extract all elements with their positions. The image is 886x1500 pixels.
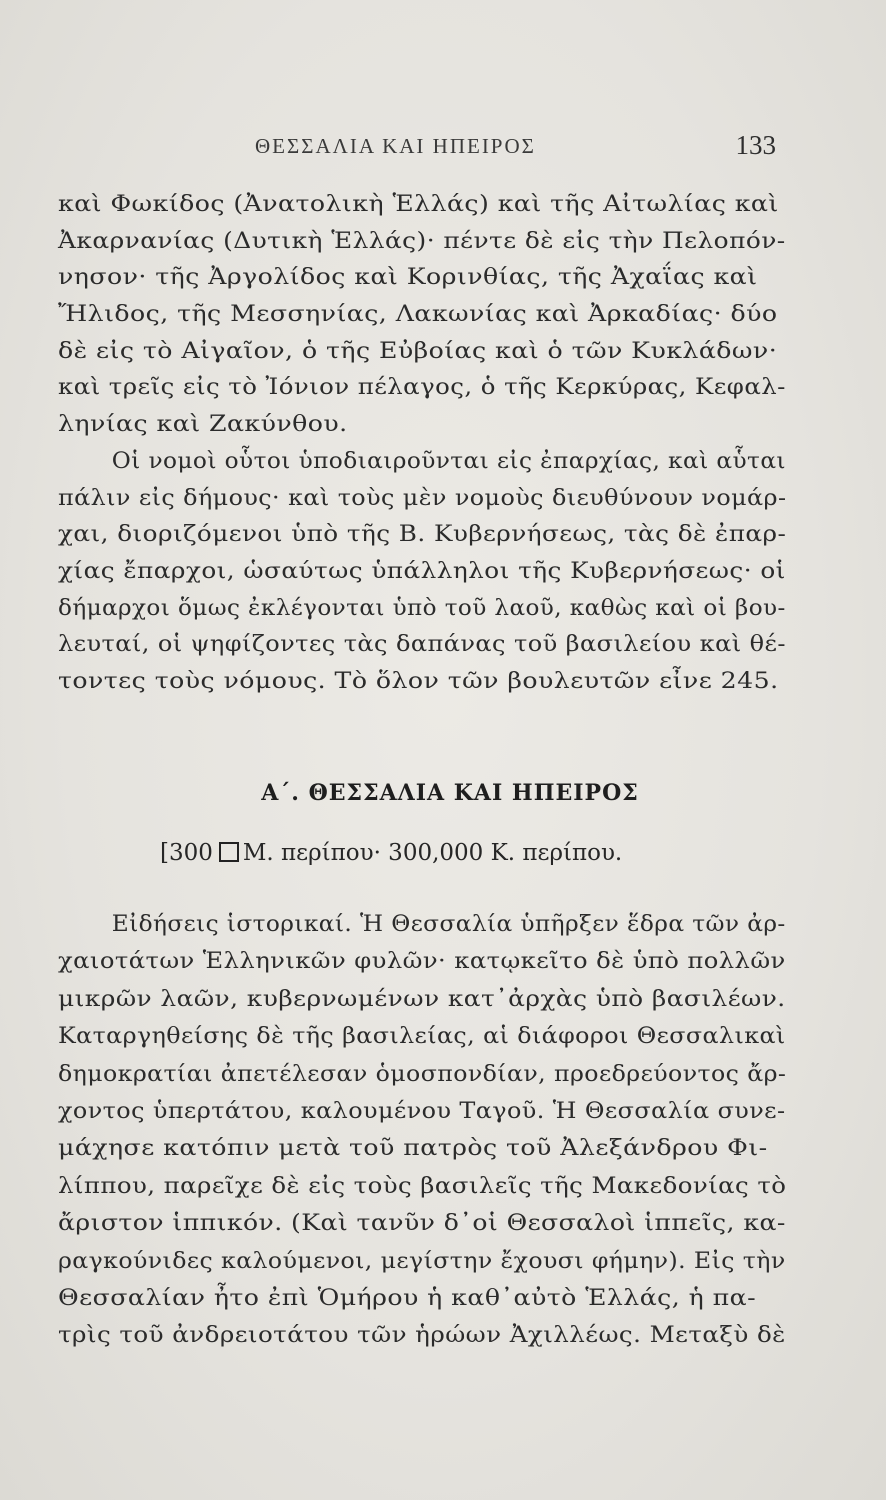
text-line: Ἀκαρνανίας (Δυτικὴ Ἑλλάς)· πέντε δὲ εἰς τὴν Πελοπόν- (58, 227, 786, 254)
text-line: λίππου, παρεῖχε δὲ εἰς τοὺς βασιλεῖς τῆς Μακεδονίας τὸ (58, 1172, 787, 1199)
text-line: Καταργηθείσης δὲ τῆς βασιλείας, αἱ διάφοροι Θεσσαλικαὶ (58, 1023, 786, 1050)
text-line: Ἤλιδος, τῆς Μεσσηνίας, Λακωνίας καὶ Ἀρκαδίας· δύο (58, 301, 778, 328)
text-line: χίας ἔπαρχοι, ὡσαύτως ὑπάλληλοι τῆς Κυβερνήσεως· οἱ (58, 557, 786, 584)
text-paragraph-1-2 (58, 186, 786, 700)
text-line: Οἱ νομοὶ οὗτοι ὑποδιαιροῦνται εἰς ἐπαρχίας, καὶ αὗται (111, 447, 786, 474)
running-head (0, 130, 886, 170)
area-population-line (160, 840, 622, 866)
text-paragraph-3 (58, 906, 786, 1355)
text-line: καὶ τρεῖς εἰς τὸ Ἰόνιον πέλαγος, ὁ τῆς Κερκύρας, Κεφαλ- (58, 374, 786, 401)
text-line: χαιοτάτων Ἑλληνικῶν φυλῶν· κατῳκεῖτο δὲ ὑπὸ πολλῶν (58, 948, 786, 975)
area-rest: Μ. περίπου· 300,000 Κ. περίπου. (242, 840, 623, 866)
text-line: πάλιν εἰς δήμους· καὶ τοὺς μὲν νομοὺς διευθύνουν νομάρ- (58, 484, 787, 511)
text-line: Εἰδήσεις ἱστορικαί. Ἡ Θεσσαλία ὑπῆρξεν ἕδρα τῶν ἀρ- (111, 911, 786, 937)
square-symbol-icon (219, 842, 239, 862)
text-line: δήμαρχοι ὅμως ἐκλέγονται ὑπὸ τοῦ λαοῦ, καθὼς καὶ οἱ βου- (58, 594, 786, 621)
text-line: μικρῶν λαῶν, κυβερνωμένων κατ᾽ἀρχὰς ὑπὸ βασιλέων. (58, 985, 786, 1012)
section-heading: Α΄. ΘΕΣΣΑΛΙΑ ΚΑΙ ΗΠΕΙΡΟΣ (261, 780, 639, 806)
text-line: λευταί, οἱ ψηφίζοντες τὰς δαπάνας τοῦ βασιλείου καὶ θέ- (58, 631, 786, 658)
running-head-title: ΘΕΣΣΑΛΙΑ ΚΑΙ ΗΠΕΙΡΟΣ (255, 134, 536, 158)
text-line: δὲ εἰς τὸ Αἰγαῖον, ὁ τῆς Εὐβοίας καὶ ὁ τῶν Κυκλάδων· (58, 337, 778, 364)
text-line: δημοκρατίαι ἀπετέλεσαν ὁμοσπονδίαν, προεδρεύοντος ἄρ- (58, 1060, 787, 1087)
text-line: ἄριστον ἱππικόν. (Καὶ τανῦν δ᾽οἱ Θεσσαλοὶ ἱππεῖς, κα- (58, 1210, 786, 1237)
area-value: [300 (160, 840, 213, 866)
text-line: Θεσσαλίαν ἦτο ἐπὶ Ὁμήρου ἡ καθ᾽αὐτὸ Ἑλλάς, ἡ πα- (58, 1284, 757, 1311)
text-line: ραγκούνιδες καλούμενοι, μεγίστην ἔχουσι φήμην). Εἰς τὴν (58, 1247, 786, 1274)
text-line: καὶ Φωκίδος (Ἀνατολικὴ Ἑλλάς) καὶ τῆς Αἰτωλίας καὶ (58, 191, 779, 217)
text-line: χοντος ὑπερτάτου, καλουμένου Ταγοῦ. Ἡ Θεσσαλία συνε- (58, 1097, 786, 1124)
page-number: 133 (735, 130, 776, 160)
text-line: ληνίας καὶ Ζακύνθου. (58, 411, 348, 438)
text-line: τοντες τοὺς νόμους. Τὸ ὅλον τῶν βουλευτῶν εἶνε 245. (58, 667, 779, 694)
text-line: νησον· τῆς Ἀργολίδος καὶ Κορινθίας, τῆς Ἀχαΐας καὶ (58, 264, 758, 291)
text-line: τρὶς τοῦ ἀνδρειοτάτου τῶν ἡρώων Ἀχιλλέως. Μεταξὺ δὲ (58, 1322, 786, 1349)
text-line: μάχησε κατόπιν μετὰ τοῦ πατρὸς τοῦ Ἀλεξάνδρου Φι- (58, 1135, 768, 1162)
text-line: χαι, διοριζόμενοι ὑπὸ τῆς Β. Κυβερνήσεως, τὰς δὲ ἐπαρ- (58, 521, 787, 548)
